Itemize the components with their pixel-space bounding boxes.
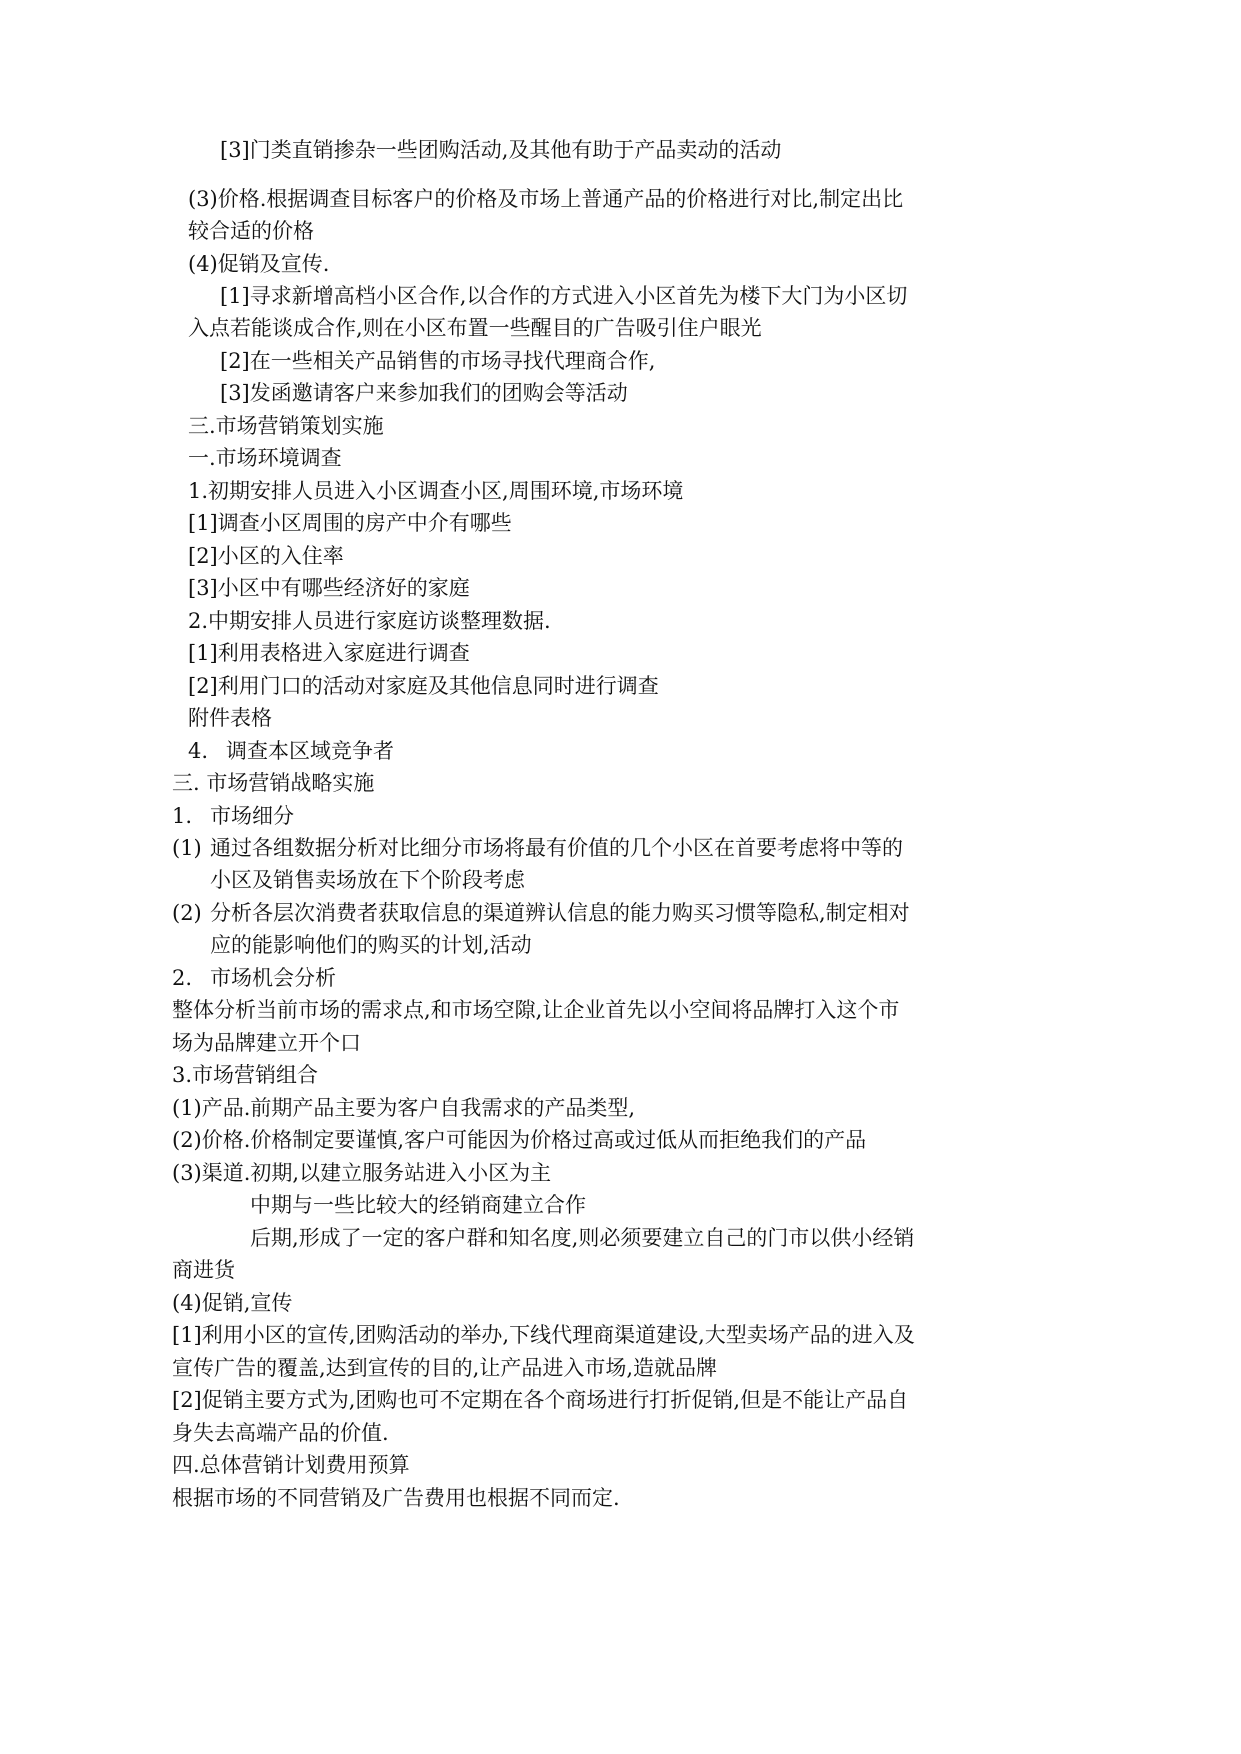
text-line: [2]在一些相关产品销售的市场寻找代理商合作, xyxy=(220,349,656,373)
text-line: 整体分析当前市场的需求点,和市场空隙,让企业首先以小空间将品牌打入这个市 xyxy=(172,998,900,1022)
text-line: (3)渠道.初期,以建立服务站进入小区为主 xyxy=(172,1161,552,1185)
section-heading: 三. 市场营销战略实施 xyxy=(172,771,375,795)
list-item-text: 市场机会分析 xyxy=(210,966,336,990)
text-line: (2)价格.价格制定要谨慎,客户可能因为价格过高或过低从而拒绝我们的产品 xyxy=(172,1128,867,1152)
text-line: 入点若能谈成合作,则在小区布置一些醒目的广告吸引住户眼光 xyxy=(188,316,762,340)
list-number: 1. xyxy=(172,804,193,828)
list-item-text: 调查本区域竞争者 xyxy=(226,739,394,763)
list-item-text: 分析各层次消费者获取信息的渠道辨认信息的能力购买习惯等隐私,制定相对 xyxy=(210,901,910,925)
text-line: [3]发函邀请客户来参加我们的团购会等活动 xyxy=(220,381,628,405)
list-number: (2) xyxy=(172,901,202,925)
text-line: [1]利用表格进入家庭进行调查 xyxy=(188,641,470,665)
text-line: (3)价格.根据调查目标客户的价格及市场上普通产品的价格进行对比,制定出比 xyxy=(188,187,904,211)
text-line: 根据市场的不同营销及广告费用也根据不同而定. xyxy=(172,1486,620,1510)
text-line: 身失去高端产品的价值. xyxy=(172,1421,389,1445)
text-line: 2.中期安排人员进行家庭访谈整理数据. xyxy=(188,609,551,633)
list-item-text: 通过各组数据分析对比细分市场将最有价值的几个小区在首要考虑将中等的 xyxy=(210,836,903,860)
text-line: 商进货 xyxy=(172,1258,235,1282)
section-heading: 四.总体营销计划费用预算 xyxy=(172,1453,410,1477)
list-number: (1) xyxy=(172,836,202,860)
list-item-text: 应的能影响他们的购买的计划,活动 xyxy=(210,933,532,957)
text-line: 宣传广告的覆盖,达到宣传的目的,让产品进入市场,造就品牌 xyxy=(172,1356,718,1380)
text-line: [2]促销主要方式为,团购也可不定期在各个商场进行打折促销,但是不能让产品自 xyxy=(172,1388,909,1412)
list-item-text: 市场细分 xyxy=(210,804,294,828)
text-line: [1]寻求新增高档小区合作,以合作的方式进入小区首先为楼下大门为小区切 xyxy=(220,284,908,308)
text-line: [3]小区中有哪些经济好的家庭 xyxy=(188,576,470,600)
text-line: 较合适的价格 xyxy=(188,219,314,243)
text-line: 中期与一些比较大的经销商建立合作 xyxy=(250,1193,586,1217)
text-line: 后期,形成了一定的客户群和知名度,则必须要建立自己的门市以供小经销 xyxy=(250,1226,915,1250)
list-number: 2. xyxy=(172,966,193,990)
text-line: 1.初期安排人员进入小区调查小区,周围环境,市场环境 xyxy=(188,479,684,503)
section-heading: 3.市场营销组合 xyxy=(172,1063,319,1087)
text-line: (4)促销及宣传. xyxy=(188,252,330,276)
section-heading: 一.市场环境调查 xyxy=(188,446,342,470)
text-line: [3]门类直销掺杂一些团购活动,及其他有助于产品卖动的活动 xyxy=(220,138,782,162)
text-line: [1]利用小区的宣传,团购活动的举办,下线代理商渠道建设,大型卖场产品的进入及 xyxy=(172,1323,915,1347)
text-line: 附件表格 xyxy=(188,706,272,730)
list-item-text: 小区及销售卖场放在下个阶段考虑 xyxy=(210,868,525,892)
text-line: [2]利用门口的活动对家庭及其他信息同时进行调查 xyxy=(188,674,659,698)
text-line: (4)促销,宣传 xyxy=(172,1291,293,1315)
text-line: [1]调查小区周围的房产中介有哪些 xyxy=(188,511,512,535)
text-line: (1)产品.前期产品主要为客户自我需求的产品类型, xyxy=(172,1096,636,1120)
list-number: 4. xyxy=(188,739,209,763)
section-heading: 三.市场营销策划实施 xyxy=(188,414,384,438)
text-line: [2]小区的入住率 xyxy=(188,544,344,568)
text-line: 场为品牌建立开个口 xyxy=(172,1031,361,1055)
